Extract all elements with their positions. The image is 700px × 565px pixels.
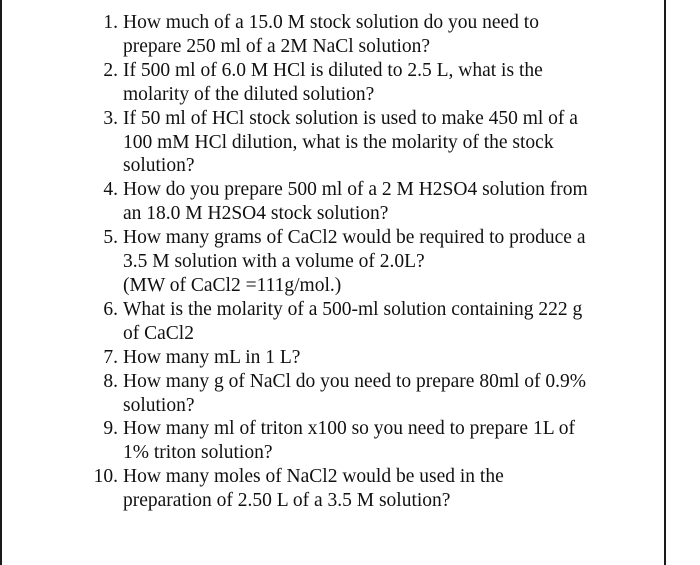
question-item-2 (0, 59, 640, 107)
question-number: 2. (103, 59, 118, 81)
question-item-10 (0, 465, 640, 513)
question-item-5 (0, 226, 640, 298)
question-number: 4. (103, 179, 118, 201)
question-number: 1. (103, 12, 118, 33)
question-text-line: How many moles of NaCl2 would be used in the (123, 466, 504, 488)
question-item-6 (0, 298, 640, 346)
question-text-line: of CaCl2 (123, 322, 194, 344)
question-item-3 (0, 107, 640, 179)
question-number: 10. (93, 466, 118, 488)
question-text-line: 3.5 M solution with a volume of 2.0L? (123, 251, 425, 273)
question-text-line: solution? (123, 394, 195, 416)
question-text-line: 1% triton solution? (123, 442, 273, 464)
question-item-7 (0, 346, 640, 370)
question-text-line: How many ml of triton x100 so you need to prepare 1L of (123, 418, 576, 440)
question-text-line: (MW of CaCl2 =111g/mol.) (123, 274, 342, 296)
question-text-line: 100 mM HCl dilution, what is the molarity of the stock (123, 131, 554, 153)
question-number: 9. (103, 418, 118, 440)
question-text-line: How many grams of CaCl2 would be required to produce a (123, 227, 586, 249)
question-item-8 (0, 370, 640, 418)
question-text-line: prepare 250 ml of a 2M NaCl solution? (123, 35, 431, 57)
question-text-line: How many mL in 1 L? (123, 346, 301, 368)
question-number: 3. (103, 107, 118, 129)
question-item-4 (0, 178, 640, 226)
question-number: 8. (103, 370, 118, 392)
right-border-line (664, 0, 666, 565)
question-text-line: How many g of NaCl do you need to prepare 80ml of 0.9% (123, 370, 587, 392)
question-text-line: an 18.0 M H2SO4 stock solution? (123, 203, 389, 225)
question-number: 5. (103, 227, 118, 249)
question-list (0, 11, 640, 513)
question-text-line: If 50 ml of HCl stock solution is used to make 450 ml of a (123, 107, 578, 129)
question-text-line: solution? (123, 155, 195, 177)
question-item-1 (0, 11, 640, 59)
question-number: 7. (103, 346, 118, 368)
question-text-line: If 500 ml of 6.0 M HCl is diluted to 2.5 L, what is the (123, 59, 543, 81)
question-text-line: What is the molarity of a 500-ml solution containing 222 g (123, 298, 583, 320)
question-text-line: How do you prepare 500 ml of a 2 M H2SO4 solution from (123, 179, 588, 201)
question-text-line: How much of a 15.0 M stock solution do you need to (123, 12, 539, 33)
question-text-line: molarity of the diluted solution? (123, 83, 375, 105)
question-number: 6. (103, 298, 118, 320)
question-text-line: preparation of 2.50 L of a 3.5 M solution? (123, 490, 451, 512)
question-item-9 (0, 417, 640, 465)
